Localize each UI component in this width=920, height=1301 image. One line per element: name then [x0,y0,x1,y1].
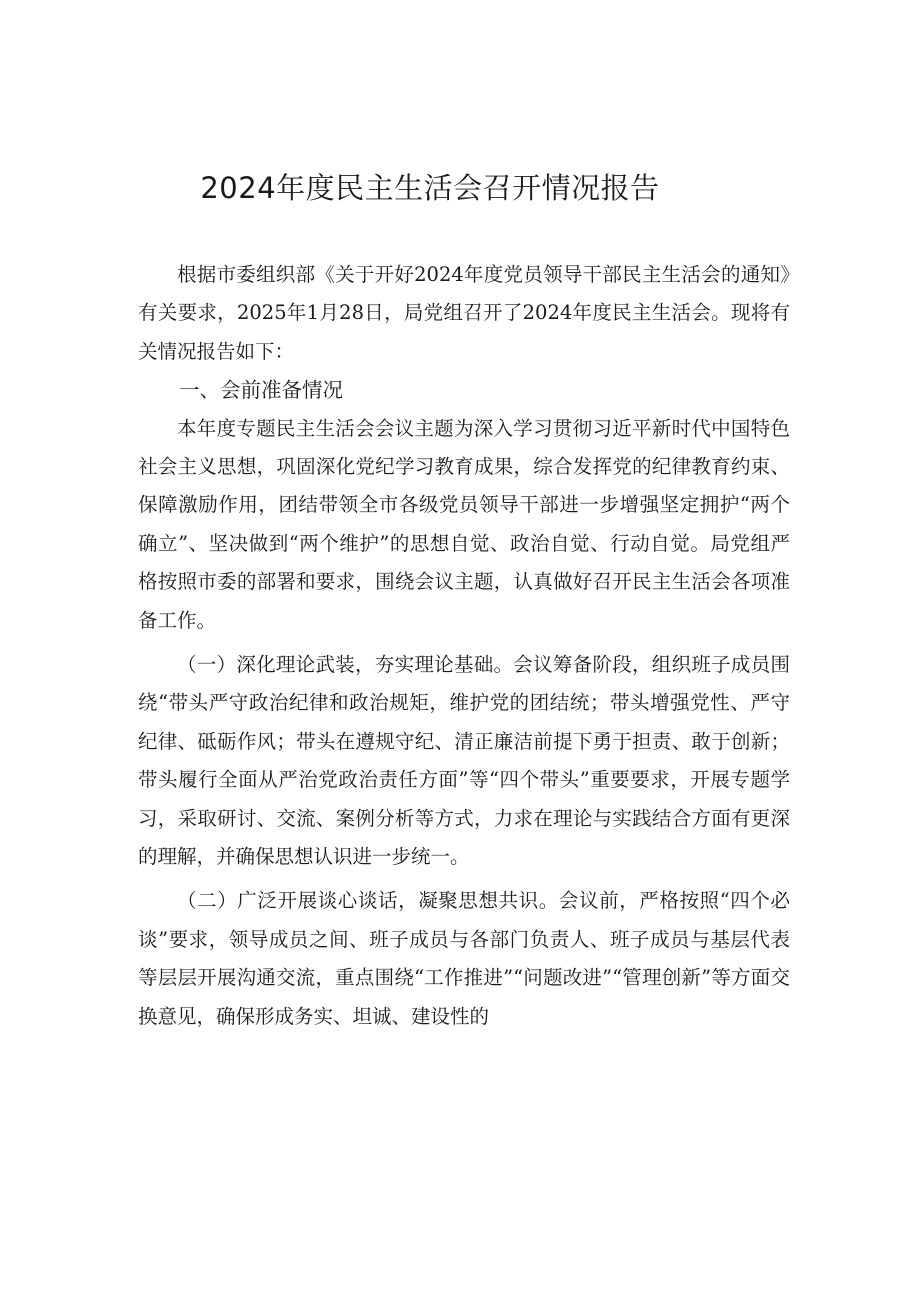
body-paragraph: （二）广泛开展谈心谈话，凝聚思想共识。会议前，严格按照“四个必谈”要求，领导成员之间、班子成员与各部门负责人、班子成员与基层代表等层层开展沟通交流，重点围绕“工作推进”“问题改进”“管理创新”等方面交换意见，确保形成务实、坦诚、建设性的 [138,889,790,1028]
document-body [138,256,790,1036]
intro-paragraph: 根据市委组织部《关于开好2024年度党员领导干部民主生活会的通知》有关要求，2025年1月28日，局党组召开了2024年度民主生活会。现将有关情况报告如下： [138,263,790,363]
body-paragraph: （一）深化理论武装，夯实理论基础。会议筹备阶段，组织班子成员围绕“带头严守政治纪律和政治规矩，维护党的团结统；带头增强党性、严守纪律、砥砺作风；带头在遵规守纪、清正廉洁前提下勇于担责、敢于创新；带头履行全面从严治党政治责任方面”等“四个带头”重要要求，开展专题学习，采取研讨、交流、案例分析等方式，力求在理论与实践结合方面有更深的理解，并确保思想认识进一步统一。 [138,653,790,869]
section-heading: 一、会前准备情况 [179,378,343,403]
body-paragraph: 本年度专题民主生活会会议主题为深入学习贯彻习近平新时代中国特色社会主义思想，巩固深化党纪学习教育成果，综合发挥党的纪律教育约束、保障激励作用，团结带领全市各级党员领导干部进一步增强坚定拥护“两个确立”、坚决做到“两个维护”的思想自觉、政治自觉、行动自觉。局党组严格按照市委的部署和要求，围绕会议主题，认真做好召开民主生活会各项准备工作。 [138,416,790,632]
document-title: 2024年度民主生活会召开情况报告 [200,171,660,205]
